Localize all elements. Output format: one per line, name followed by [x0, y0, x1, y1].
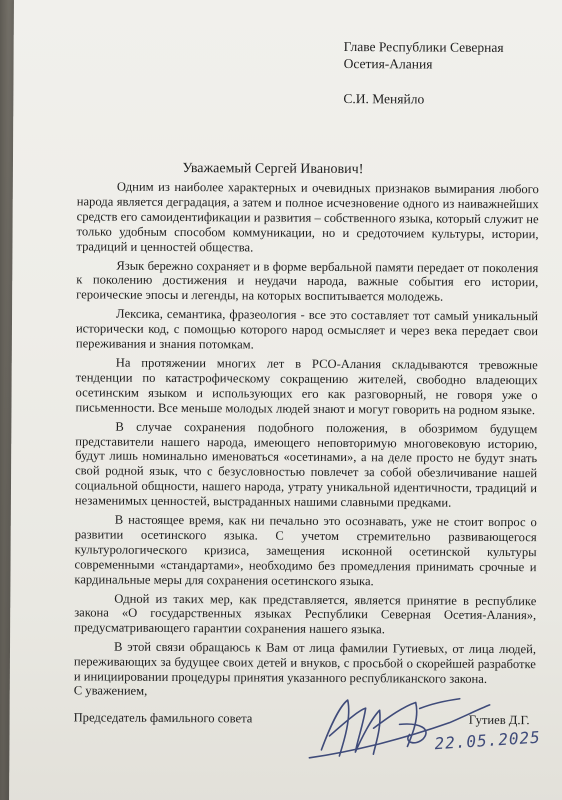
- letter-body: [74, 179, 539, 691]
- letter-sheet: [9, 0, 562, 800]
- paragraph: В этой связи обращаюсь к Вам от лица фамилии Гутиевых, от лица людей, переживающих за будущее своих детей и внуков, с просьбой о скорейшей разработке и инициировании процедуры принятия указанного республиканского закона.: [73, 639, 537, 686]
- signer-name: Гутиев Д.Г.: [468, 712, 530, 728]
- paragraph: Одной из таких мер, как представляется, является принятие в республике закона «О государственных языках Республики Северная Осетия-Алания», предусматривающего гарантии сохранения нашего языка.: [74, 591, 537, 637]
- signer-title: Председатель фамильного совета: [73, 710, 253, 726]
- paragraph: На протяжении многих лет в РСО-Алания складываются тревожные тенденции по катастрофическому сокращению жителей, свободно владеющих осетинским языком и использующих его как разговорный, не говоря уже о письменности. Все меньше молодых людей знают и могут говорить на родном языке.: [75, 355, 538, 417]
- handwritten-date: 22.05.2025: [433, 727, 542, 754]
- paragraph: Лексика, семантика, фразеология - все это составляет тот самый уникальный исторически код, с помощью которого народ осмысляет и через века передает свои переживания и знания потомкам.: [75, 306, 539, 352]
- paragraph: В случае сохранения подобного положения, в обозримом будущем представители нашего народа, имеющего неповторимую многовековую историю, будут лишь номинально именоваться «осетинами», а на деле просто не будут знать свой родной язык, что с безусловностью повлечет за собой обезличивание нашей социальной общности, нашего народа, утрату уникальной идентичности, традиций и незаменимых ценностей, выстраданных нашими славными предками.: [74, 419, 538, 510]
- addressee-line-2: Осетия-Алания: [343, 56, 433, 72]
- addressee-block: [343, 38, 503, 108]
- closing: С уважением,: [73, 683, 148, 698]
- paragraph: Одним из наиболее характерных и очевидных признаков вымирания любого народа является деградация, а затем и полное исчезновение одного из наиважнейших средств его самоидентификации и развития – собственного языка, который служит не только удобным способом коммуникации, но и средоточием культуры, истории, традиций и ценностей общества.: [76, 179, 539, 255]
- addressee-name: С.И. Меняйло: [343, 91, 425, 107]
- addressee-line-1: Главе Республики Северная: [343, 39, 504, 55]
- paragraph: Язык бережно сохраняет и в форме вербальной памяти передает от поколения к поколению достижения и неудачи народа, важные события его истории, героические эпосы и легенды, на которых воспитывается молодежь.: [76, 258, 539, 304]
- paragraph: В настоящее время, как ни печально это осознавать, уже не стоит вопрос о развитии осетинского языка. С учетом стремительно развивающегося культурологического кризиса, замещения исконной осетинской культуры современными «стандартами», необходимо без промедления принимать срочные и кардинальные меры для сохранения осетинского языка.: [74, 512, 537, 588]
- handwritten-signature: [299, 688, 499, 769]
- greeting: Уважаемый Сергей Иванович!: [182, 161, 364, 178]
